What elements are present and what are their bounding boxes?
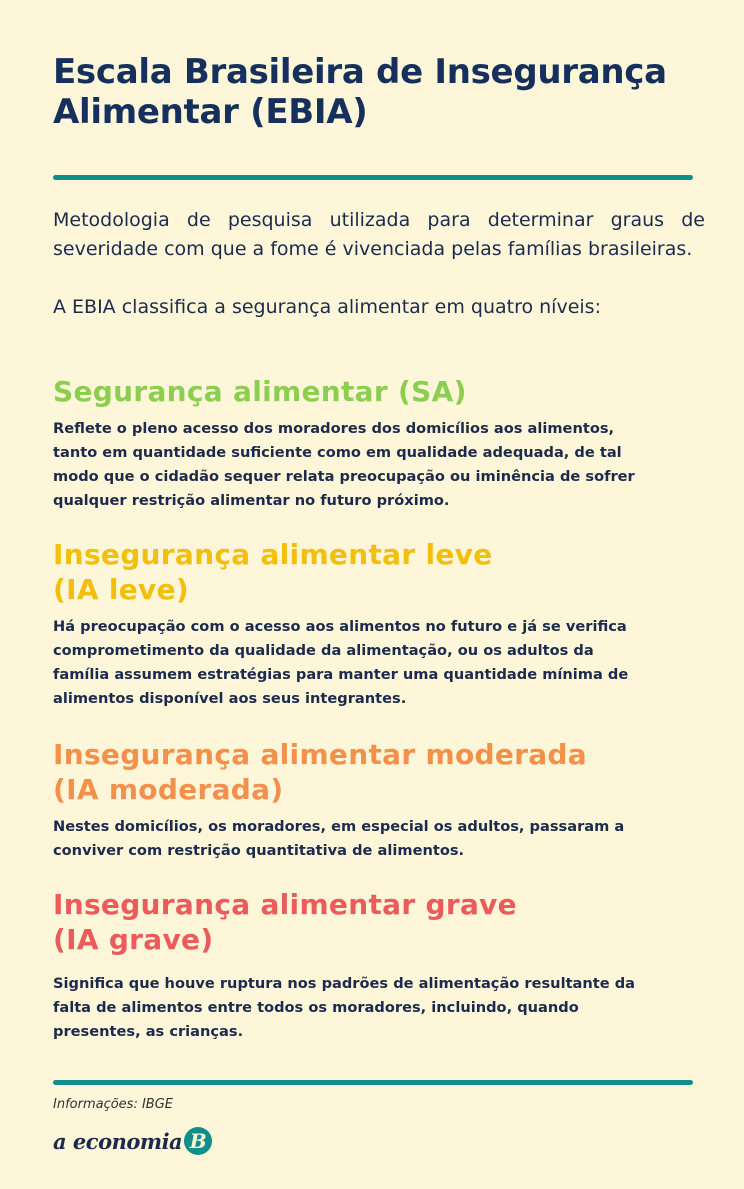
page-title: Escala Brasileira de Insegurança Alimentar (EBIA) xyxy=(53,52,667,132)
level-ia-leve xyxy=(53,537,653,711)
level-ia-leve-title-line1: Insegurança alimentar leve xyxy=(53,538,493,571)
level-ia-leve-title-line2: (IA leve) xyxy=(53,573,189,606)
level-ia-moderada-title xyxy=(53,737,653,807)
level-ia-grave-title-line1: Insegurança alimentar grave xyxy=(53,888,517,921)
level-ia-leve-description: Há preocupação com o acesso aos alimentos no futuro e já se verifica comprometimento da qualidade da alimentação, ou os adultos da família assumem estratégias para manter uma quantidade mínima de alimentos disponível aos seus integrantes. xyxy=(53,618,629,707)
source-credit: Informações: IBGE xyxy=(53,1097,174,1112)
level-ia-grave-title-line2: (IA grave) xyxy=(53,923,214,956)
brand-logo xyxy=(53,1124,212,1158)
level-ia-grave xyxy=(53,887,653,1044)
level-ia-leve-title xyxy=(53,537,653,607)
level-ia-moderada-title-line1: Insegurança alimentar moderada xyxy=(53,738,587,771)
intro-text: Metodologia de pesquisa utilizada para determinar graus de severidade com que a fome é vivenciada pelas famílias brasileiras. xyxy=(53,209,705,260)
bottom-divider xyxy=(53,1080,693,1085)
top-divider xyxy=(53,175,693,180)
logo-b-icon: B xyxy=(184,1127,212,1155)
level-ia-moderada-description: Nestes domicílios, os moradores, em especial os adultos, passaram a conviver com restrição quantitativa de alimentos. xyxy=(53,818,625,859)
level-ia-grave-title xyxy=(53,887,653,957)
level-sa-description: Reflete o pleno acesso dos moradores dos domicílios aos alimentos, tanto em quantidade suficiente como em qualidade adequada, de tal modo que o cidadão sequer relata preocupação ou iminência de sofrer qualquer restrição alimentar no futuro próximo. xyxy=(53,420,635,509)
logo-wordmark: a economia xyxy=(53,1128,183,1154)
level-sa-title xyxy=(53,374,653,409)
level-ia-moderada-title-line2: (IA moderada) xyxy=(53,773,284,806)
level-sa xyxy=(53,374,653,513)
intro-levels-text: A EBIA classifica a segurança alimentar em quatro níveis: xyxy=(53,296,601,318)
level-ia-moderada xyxy=(53,737,653,863)
level-ia-grave-description: Significa que houve ruptura nos padrões de alimentação resultante da falta de alimentos entre todos os moradores, incluindo, quando presentes, as crianças. xyxy=(53,975,636,1040)
level-sa-title-text: Segurança alimentar (SA) xyxy=(53,375,467,408)
